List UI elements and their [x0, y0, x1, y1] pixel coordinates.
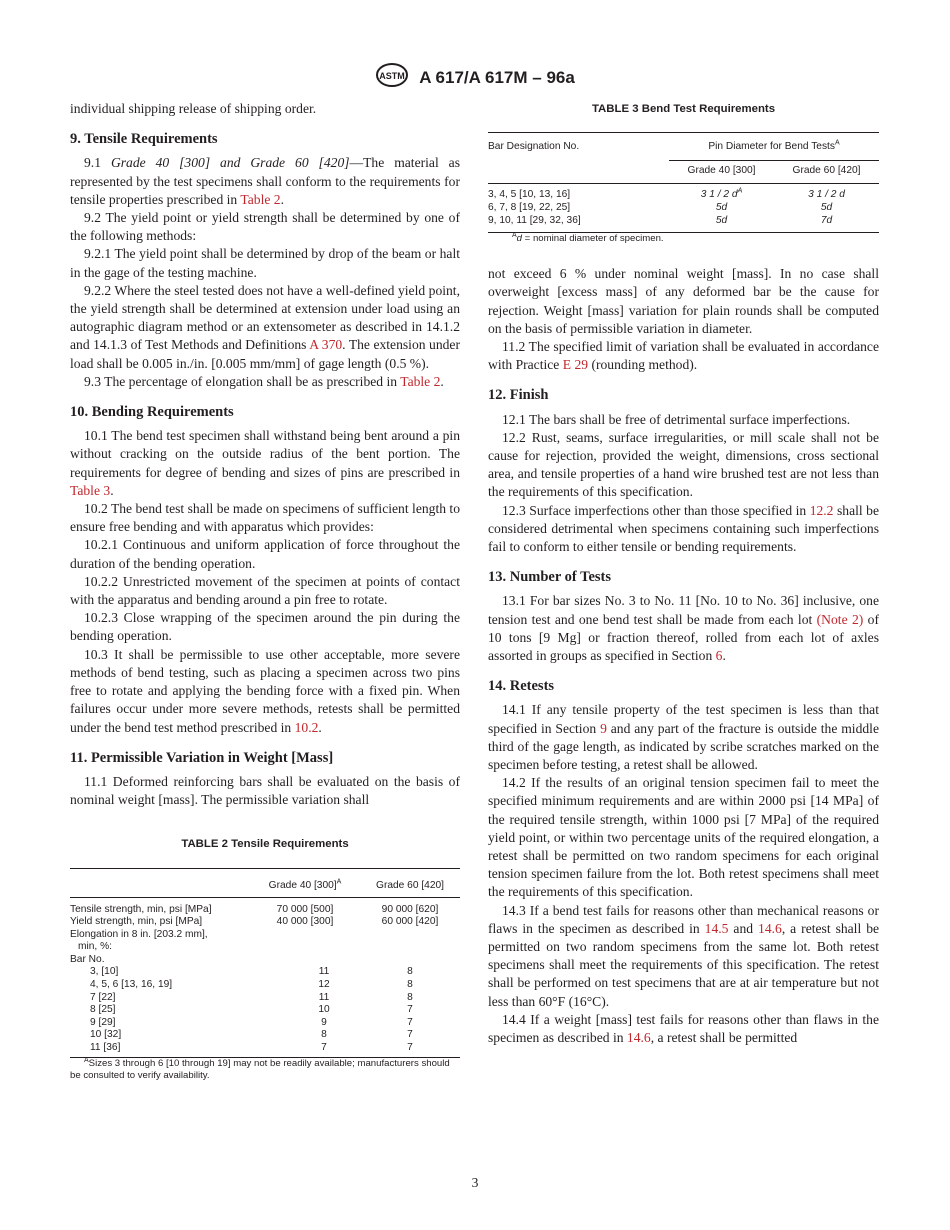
table-caption: TABLE 3 Bend Test Requirements [591, 103, 776, 115]
paragraph: 12.2 Rust, seams, surface irregularities, or mill scale shall not be cause for rejection, provided the weight, dimensions, cross sectional area, and tensile properties of a hand wire brushed test are not less than the requirements of this specification. [488, 429, 879, 500]
column-header: Grade 60 [420] [376, 879, 444, 891]
table-row [70, 979, 460, 992]
table-cell: 5d [715, 201, 728, 213]
column-header: Bar Designation No. [488, 141, 580, 153]
table-cell: 60 000 [420] [381, 916, 439, 928]
section-heading: 9. Tensile Requirements [70, 131, 218, 148]
row-label: Tensile strength, min, psi [MPa] [70, 903, 212, 915]
table-row [70, 1004, 460, 1017]
table-cell: 12 [318, 979, 330, 991]
table-cell: 70 000 [500] [276, 903, 334, 915]
paragraph: individual shipping release of shipping order. [70, 101, 317, 116]
note-2-link[interactable]: (Note 2) [816, 611, 864, 627]
a370-link[interactable]: A 370 [309, 337, 343, 353]
paragraph: 9.2.1 The yield point shall be determined by drop of the beam or halt in the gage of the testing machine. [70, 246, 460, 280]
row-label: 6, 7, 8 [19, 22, 25] [488, 201, 571, 213]
paragraph-10-1: 10.1 The bend test specimen shall withstand being bent around a pin without cracking on the outside radius of the bent portion. The requirements for degree of bending and sizes of pins are prescribed in Table 3. [70, 428, 460, 498]
paragraph-9-3: 9.3 The percentage of elongation shall be as prescribed in Table 2. [84, 373, 444, 389]
table-body [488, 184, 879, 233]
table-cell [250, 929, 360, 942]
table-row [488, 215, 879, 233]
table-cell: 7 [321, 1042, 327, 1054]
paragraph: 12.1 The bars shall be free of detrimental surface imperfections. [502, 411, 851, 427]
table-row [70, 1017, 460, 1030]
table-cell: 11 [318, 991, 330, 1003]
section-heading: 11. Permissible Variation in Weight [Mass] [70, 749, 334, 766]
table-cell: 9 [321, 1016, 327, 1028]
row-label: Bar No. [70, 953, 105, 965]
table-cell: 11 [318, 966, 330, 978]
table-cell: 90 000 [620] [381, 903, 439, 915]
table-row [70, 954, 460, 967]
table-footnote: $^A$Sizes 3 through 6 [10 through 19] may not be readily available; manufacturers should be consulted to verify availability. [70, 1056, 450, 1081]
page-number: 3 [471, 1175, 479, 1190]
astm-logo-icon [375, 62, 409, 93]
row-label: Elongation in 8 in. [203.2 mm], [70, 928, 208, 940]
table-cell: 10 [318, 1004, 330, 1016]
section-9-link[interactable]: 9 [600, 720, 607, 736]
table-cell: 7 [407, 1004, 413, 1016]
e29-link[interactable]: E 29 [562, 357, 589, 373]
table-cell: 3 1 / 2 $d^A$ [700, 188, 743, 201]
paragraph-9-1: 9.1 Grade 40 [300] and Grade 60 [420]—The material as represented by the test specimens shall conform to the requirements for tensile properties prescribed in Table 2. [70, 155, 460, 207]
section-heading: 13. Number of Tests [488, 569, 611, 586]
paragraph-14-3: 14.3 If a bend test fails for reasons other than mechanical reasons or flaws in the specimen as described in 14.5 and 14.6, a retest shall be permitted on two random specimens from the same lot. Both retest specimens shall meet the requirements of this specification. The retest shall be performed on test specimens that are at air temperature but not less than 60°F (16°C). [488, 902, 880, 1009]
table-row [70, 992, 460, 1005]
table-row [70, 897, 460, 916]
table-row [70, 1029, 460, 1042]
row-label: min, %: [78, 941, 112, 953]
table-cell [250, 954, 360, 967]
section-12-2-link[interactable]: 12.2 [809, 502, 834, 518]
paragraph-13-1: 13.1 For bar sizes No. 3 to No. 11 [No. 10 to No. 36] inclusive, one tension test and one bend test shall be made from each lot (Note 2) of 10 tons [9 Mg] or fraction thereof, rolled from each lot of axles assorted in groups as specified in Section 6. [488, 593, 879, 664]
table-row [70, 941, 460, 954]
row-label: Yield strength, min, psi [MPa] [70, 916, 203, 928]
table-cell: 8 [321, 1029, 327, 1041]
table-2-link[interactable]: Table 2 [240, 191, 281, 207]
table-cell [250, 941, 360, 954]
table-body [70, 897, 460, 1057]
section-10-2-link[interactable]: 10.2 [294, 719, 319, 735]
section-6-link[interactable]: 6 [715, 648, 723, 664]
page-header [0, 62, 950, 93]
row-label: 3, 4, 5 [10, 13, 16] [488, 189, 571, 201]
section-14-5-link[interactable]: 14.5 [704, 920, 729, 936]
table-row [70, 929, 460, 942]
table-cell: 8 [407, 966, 413, 978]
row-label: 10 [32] [90, 1029, 122, 1041]
table-cell: 40 000 [300] [276, 916, 334, 928]
paragraph: 9.2 The yield point or yield strength shall be determined by one of the following methods: [70, 210, 460, 244]
paragraph: 11.1 Deformed reinforcing bars shall be evaluated on the basis of nominal weight [mass]. The permissible variation shall [70, 773, 460, 808]
table-row [70, 916, 460, 929]
table-footnote: $^A$d = nominal diameter of specimen. [512, 231, 664, 245]
table-3-block [488, 100, 879, 245]
column-header: Grade 60 [420] [792, 164, 861, 176]
table-cell: 5d [715, 214, 728, 226]
row-label: 3, [10] [90, 966, 119, 978]
section-heading: 10. Bending Requirements [70, 404, 234, 421]
table-2-link[interactable]: Table 2 [400, 373, 441, 389]
section-heading: 14. Retests [488, 678, 555, 695]
left-column [70, 100, 460, 1082]
row-label: 9 [29] [90, 1016, 116, 1028]
table-cell [360, 929, 460, 942]
column-header: Grade 40 [300] [687, 164, 756, 176]
paragraph-12-3: 12.3 Surface imperfections other than those specified in 12.2 shall be considered detrimental when specimens containing such imperfections fail to conform to either tensile or bending requirements. [488, 502, 879, 555]
paragraph-10-3: 10.3 It shall be permissible to use other acceptable, more severe methods of bend testing, such as placing a specimen across two pins free to rotate and applying the bending force with a fixed pin. When failures occur under more severe methods, retests shall be permitted under the bend test method prescribed in 10.2. [70, 646, 460, 735]
paragraph: 10.2.2 Unrestricted movement of the specimen at points of contact with the apparatus and bending around a pin free to rotate. [70, 573, 460, 608]
row-label: 11 [36] [90, 1042, 121, 1054]
paragraph: 10.2 The bend test shall be made on specimens of sufficient length to ensure free bending and with apparatus which provides: [70, 501, 460, 535]
table-cell: 8 [407, 979, 413, 991]
paragraph: 14.2 If the results of an original tension specimen fail to meet the specified minimum requirements and are within 2000 psi [14 MPa] of the required tensile strength, within 1000 psi [7 MPa] of the required yield point, or within two percentage units of the required elongation, a retest shall be permitted on two random specimens for each original tension specimen failure from the lot. Both retest specimens shall meet the requirements of this specification. [488, 775, 879, 900]
table-cell: 8 [407, 991, 413, 1003]
tensile-requirements-table [70, 868, 460, 1058]
row-label: 8 [25] [90, 1004, 116, 1016]
table-cell: 3 1 / 2 d [808, 189, 845, 201]
table-cell [360, 954, 460, 967]
paragraph-14-1: 14.1 If any tensile property of the test specimen is less than that specified in Section 9 and any part of the fracture is outside the middle third of the gage length, as indicated by scribe scratches marked on the specimen before testing, a retest shall be allowed. [488, 702, 879, 773]
table-cell: 5d [820, 201, 833, 213]
bend-test-table [488, 132, 879, 233]
paragraph: 10.2.1 Continuous and uniform application of force throughout the duration of the bending operation. [70, 537, 460, 571]
paragraph: 10.2.3 Close wrapping of the specimen around the pin during the bending operation. [70, 610, 460, 644]
table-cell: 7 [407, 1016, 413, 1028]
table-row [488, 184, 879, 202]
standard-designation: A 617/A 617M – 96a [419, 67, 575, 87]
table-cell: 7d [820, 214, 833, 226]
table-3-link[interactable]: Table 3 [70, 482, 111, 498]
row-label: 4, 5, 6 [13, 16, 19] [90, 979, 173, 991]
row-label: 7 [22] [90, 991, 116, 1003]
paragraph-11-2: 11.2 The specified limit of variation shall be evaluated in accordance with Practice E 29 (rounding method). [488, 338, 879, 373]
right-column [488, 100, 879, 1047]
paragraph: not exceed 6 % under nominal weight [mass]. In no case shall overweight [excess mass] of any deformed bar be the cause for rejection. Weight [mass] variation for plain rounds shall be computed on the basis of permissible variation in diameter. [488, 266, 879, 336]
svg-text:ASTM: ASTM [379, 71, 405, 81]
table-2-block [70, 835, 460, 1081]
table-cell: 7 [407, 1029, 413, 1041]
section-14-6-link[interactable]: 14.6 [758, 920, 782, 936]
column-header: Grade 40 $[300]^A$ [268, 878, 342, 891]
section-14-6-link[interactable]: 14.6 [626, 1030, 651, 1046]
row-label: 9, 10, 11 [29, 32, 36] [488, 214, 581, 226]
table-row [488, 202, 879, 215]
paragraph-9-2-2: 9.2.2 Where the steel tested does not have a well-defined yield point, the yield strength shall be determined at extension under load using an autographic diagram method or an extensometer as described in 14.1.2 and 14.1.3 of Test Methods and Definitions A 370. The extension under load shall be 0.005 in./in. [0.005 mm/mm] of gage length (0.5 %). [70, 282, 460, 371]
table-caption: TABLE 2 Tensile Requirements [181, 838, 349, 851]
column-header-span: Pin Diameter for Bend Tests$^A$ [669, 133, 879, 161]
table-cell: 7 [407, 1042, 413, 1054]
paragraph-14-4: 14.4 If a weight [mass] test fails for reasons other than flaws in the specimen as described in 14.6, a retest shall be permitted [488, 1011, 879, 1046]
section-heading: 12. Finish [488, 387, 549, 404]
table-cell [360, 941, 460, 954]
table-row [70, 1042, 460, 1057]
table-row [70, 966, 460, 979]
